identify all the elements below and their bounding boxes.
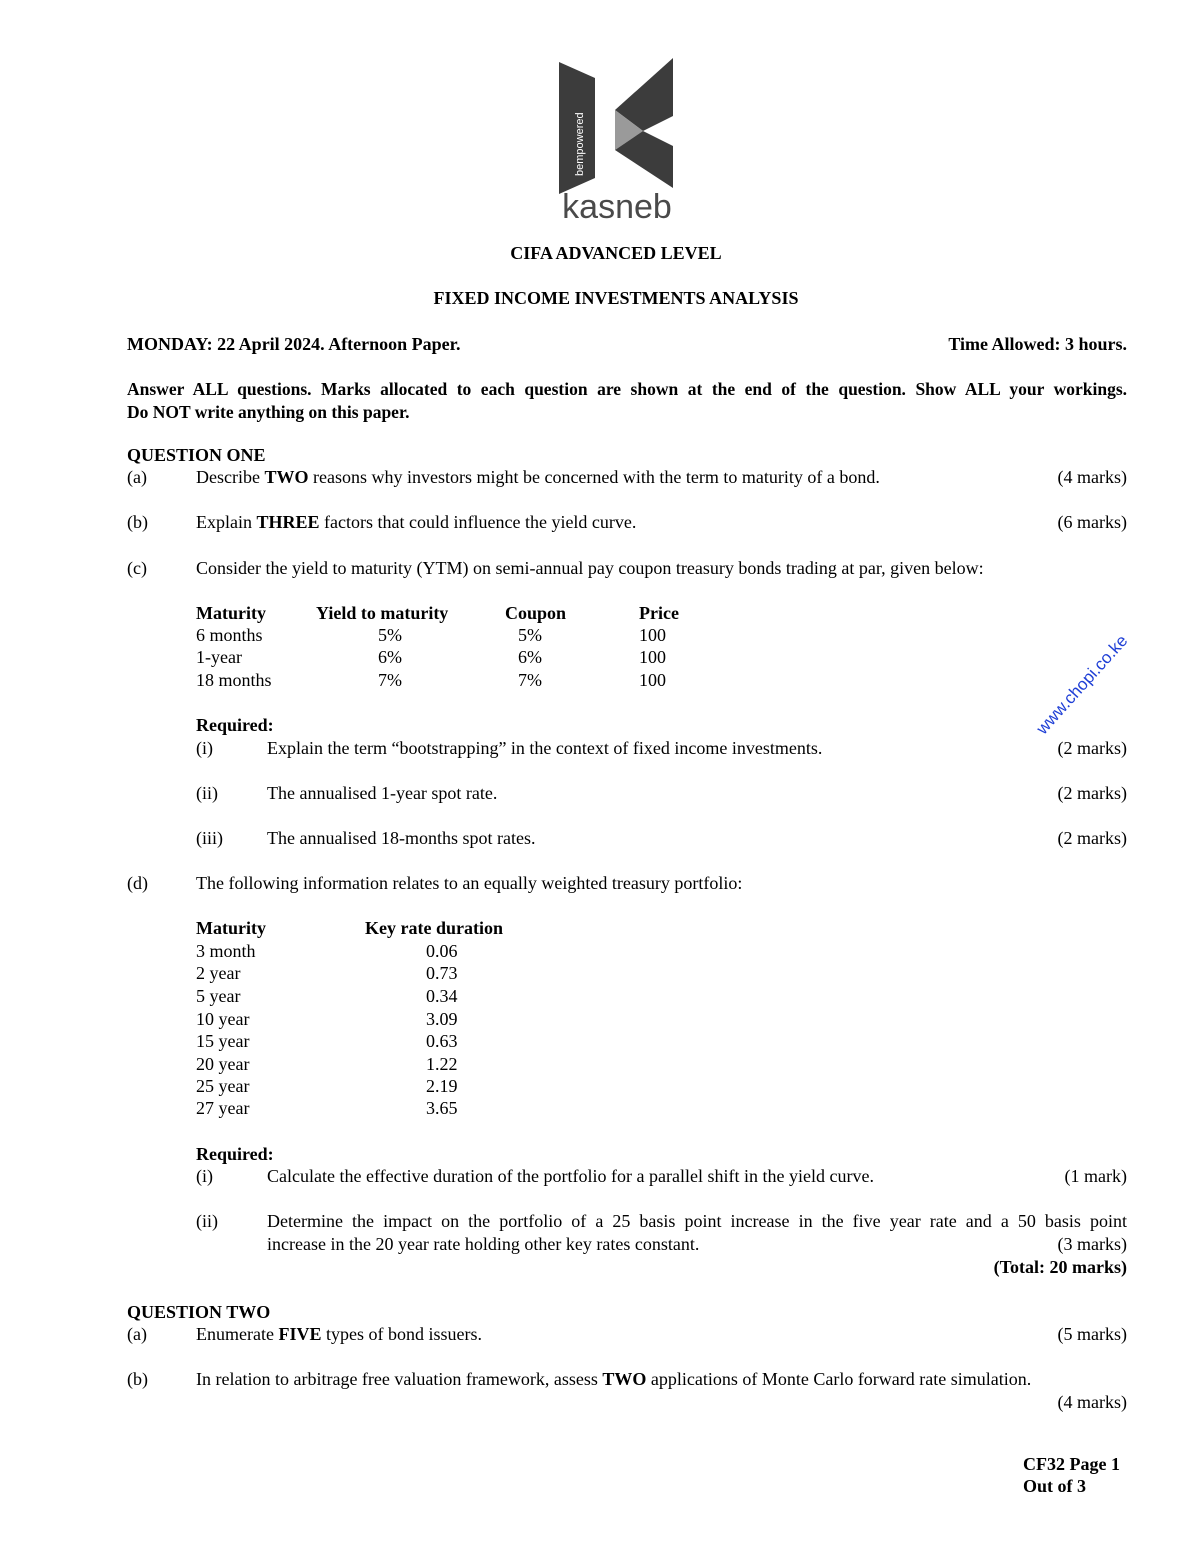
table-cell: 2 year xyxy=(196,963,241,983)
table-cell: 3.65 xyxy=(426,1098,458,1118)
q1d-i-label: (i) xyxy=(196,1166,213,1186)
q2b-text: In relation to arbitrage free valuation framework, assess TWO applications of Monte Carlo forward rate simulation. xyxy=(196,1369,1032,1389)
q1a-label: (a) xyxy=(127,467,147,487)
q1d-i-marks: (1 mark) xyxy=(1064,1166,1127,1186)
table-cell: 3 month xyxy=(196,941,256,961)
exam-date: MONDAY: 22 April 2024. Afternoon Paper. xyxy=(127,334,461,354)
q1c-iii-marks: (2 marks) xyxy=(1057,828,1127,848)
table-cell: 10 year xyxy=(196,1009,250,1029)
table-cell: 15 year xyxy=(196,1031,250,1051)
table-header: Yield to maturity xyxy=(316,603,449,623)
table-cell: 100 xyxy=(639,647,666,667)
q1c-i-text: Explain the term “bootstrapping” in the context of fixed income investments. xyxy=(267,738,823,758)
table-cell: 20 year xyxy=(196,1054,250,1074)
q1c-required: Required: xyxy=(196,715,274,735)
q2b-label: (b) xyxy=(127,1369,148,1389)
table-header: Price xyxy=(639,603,679,623)
page-number: CF32 Page 1 xyxy=(1023,1454,1120,1474)
q1d-i-text: Calculate the effective duration of the portfolio for a parallel shift in the yield curve. xyxy=(267,1166,874,1186)
table-cell: 0.73 xyxy=(426,963,458,983)
q1a-marks: (4 marks) xyxy=(1057,467,1127,487)
q1b-marks: (6 marks) xyxy=(1057,512,1127,532)
q1d-required: Required: xyxy=(196,1144,274,1164)
table-cell: 6% xyxy=(518,647,542,667)
q1c-i-marks: (2 marks) xyxy=(1057,738,1127,758)
table-cell: 1.22 xyxy=(426,1054,458,1074)
q1d-ii-text-2: increase in the 20 year rate holding other key rates constant. xyxy=(267,1234,700,1254)
table-cell: 7% xyxy=(518,670,542,690)
table-cell: 18 months xyxy=(196,670,272,690)
q2a-text: Enumerate FIVE types of bond issuers. xyxy=(196,1324,482,1344)
q1c-iii-text: The annualised 18-months spot rates. xyxy=(267,828,536,848)
table-cell: 25 year xyxy=(196,1076,250,1096)
table-cell: 27 year xyxy=(196,1098,250,1118)
q1b-text: Explain THREE factors that could influence the yield curve. xyxy=(196,512,637,532)
table-cell: 0.34 xyxy=(426,986,458,1006)
table-cell: 6 months xyxy=(196,625,263,645)
q1c-text: Consider the yield to maturity (YTM) on semi-annual pay coupon treasury bonds trading at par, given below: xyxy=(196,558,984,578)
table-cell: 5% xyxy=(518,625,542,645)
q1c-ii-label: (ii) xyxy=(196,783,218,803)
table-cell: 100 xyxy=(639,625,666,645)
q1d-ii-label: (ii) xyxy=(196,1211,218,1231)
q2b-marks: (4 marks) xyxy=(1057,1392,1127,1412)
q1c-label: (c) xyxy=(127,558,147,578)
table-header: Coupon xyxy=(505,603,567,623)
subject-title: FIXED INCOME INVESTMENTS ANALYSIS xyxy=(433,288,799,308)
table-cell: 7% xyxy=(378,670,402,690)
q1c-i-label: (i) xyxy=(196,738,213,758)
table-cell: 5% xyxy=(378,625,402,645)
q1c-ii-marks: (2 marks) xyxy=(1057,783,1127,803)
question-one-total: (Total: 20 marks) xyxy=(993,1257,1127,1277)
table-header: Key rate duration xyxy=(365,918,503,938)
q1a-text: Describe TWO reasons why investors might be concerned with the term to maturity of a bond. xyxy=(196,467,880,487)
table-cell: 0.63 xyxy=(426,1031,458,1051)
q2a-marks: (5 marks) xyxy=(1057,1324,1127,1344)
q1b-label: (b) xyxy=(127,512,148,532)
table-cell: 2.19 xyxy=(426,1076,458,1096)
watermark: www.chopi.co.ke xyxy=(1032,631,1132,739)
instructions: Answer ALL questions. Marks allocated to each question are shown at the end of the question. Show ALL your workings. xyxy=(127,379,1127,399)
question-one-title: QUESTION ONE xyxy=(127,445,266,465)
table-cell: 1-year xyxy=(196,647,242,667)
q1c-iii-label: (iii) xyxy=(196,828,223,848)
page-out-of: Out of 3 xyxy=(1023,1476,1086,1496)
exam-level: CIFA ADVANCED LEVEL xyxy=(510,243,722,263)
q2a-label: (a) xyxy=(127,1324,147,1344)
q1c-ii-text: The annualised 1-year spot rate. xyxy=(267,783,498,803)
kasneb-logo xyxy=(555,54,679,224)
q1d-ii-text: Determine the impact on the portfolio of a 25 basis point increase in the five year rate and a 50 basis point xyxy=(267,1211,1127,1231)
table-cell: 6% xyxy=(378,647,402,667)
time-allowed: Time Allowed: 3 hours. xyxy=(948,334,1127,354)
instructions-2: Do NOT write anything on this paper. xyxy=(127,402,410,422)
table-cell: 0.06 xyxy=(426,941,458,961)
table-header: Maturity xyxy=(196,918,266,938)
table-cell: 3.09 xyxy=(426,1009,458,1029)
table-cell: 100 xyxy=(639,670,666,690)
q1d-label: (d) xyxy=(127,873,148,893)
q1d-text: The following information relates to an equally weighted treasury portfolio: xyxy=(196,873,743,893)
svg-text:kasneb: kasneb xyxy=(562,188,672,224)
q1d-ii-marks: (3 marks) xyxy=(1057,1234,1127,1254)
table-cell: 5 year xyxy=(196,986,241,1006)
svg-text:bempowered: bempowered xyxy=(574,112,586,176)
question-two-title: QUESTION TWO xyxy=(127,1302,271,1322)
table-header: Maturity xyxy=(196,603,266,623)
